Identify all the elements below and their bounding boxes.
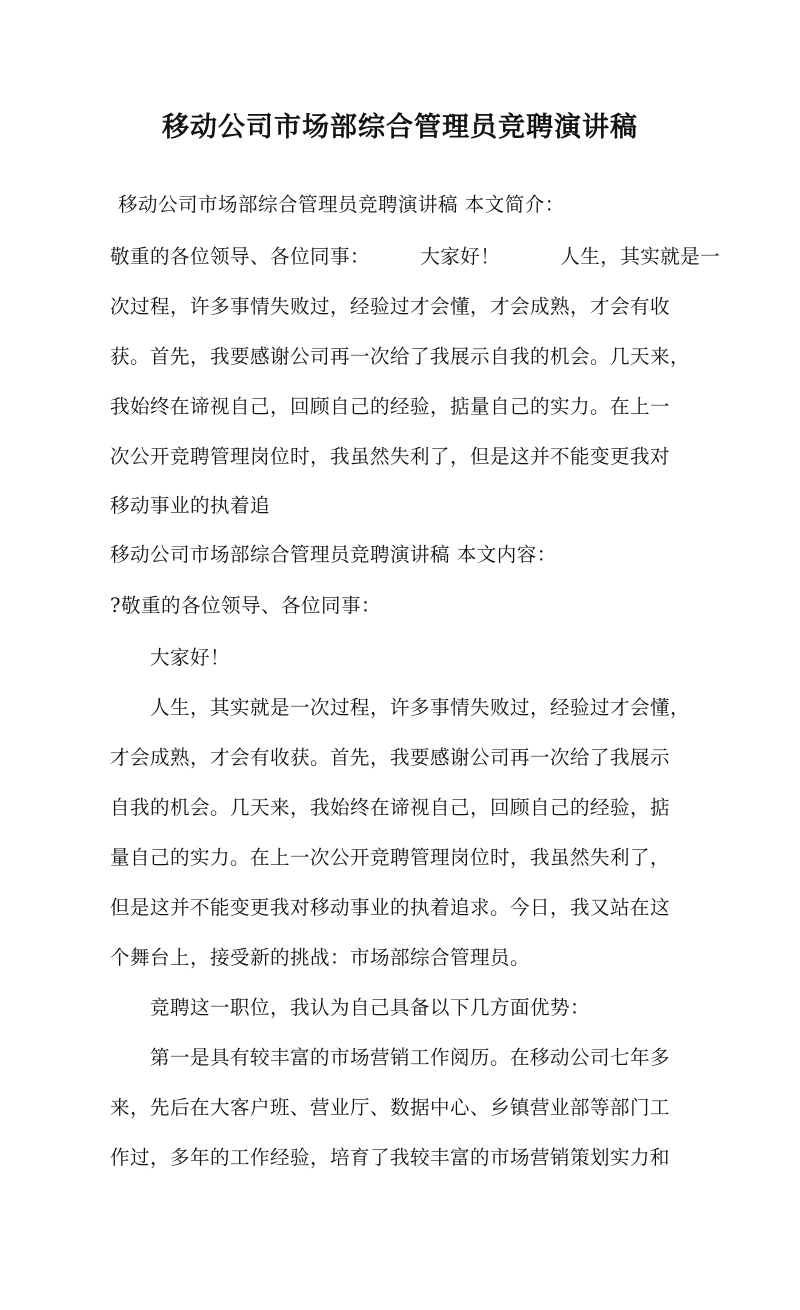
summary-line: 获。首先，我要感谢公司再一次给了我展示自我的机会。几天来， [110,345,691,368]
salutation: ?敬重的各位领导、各位同事： [110,594,381,617]
paragraph-line: 量自己的实力。在上一次公开竞聘管理岗位时，我虽然失利了， [110,846,671,869]
paragraph-line: 第一是具有较丰富的市场营销工作阅历。在移动公司七年多 [150,1046,671,1069]
content-heading: 移动公司市场部综合管理员竞聘演讲稿 本文内容： [110,543,557,566]
paragraph-line: 但是这并不能变更我对移动事业的执着追求。今日，我又站在这 [110,896,671,919]
summary-heading: 移动公司市场部综合管理员竞聘演讲稿 本文简介： [118,193,565,216]
paragraph-line: 竞聘这一职位，我认为自己具备以下几方面优势： [150,996,591,1019]
greeting: 大家好！ [150,646,231,669]
paragraph-line: 个舞台上，接受新的挑战：市场部综合管理员。 [110,946,531,969]
document-title: 移动公司市场部综合管理员竞聘演讲稿 [162,112,638,143]
summary-line: 我始终在谛视自己，回顾自己的经验，掂量自己的实力。在上一 [110,395,671,418]
paragraph-line: 作过，多年的工作经验，培育了我较丰富的市场营销策划实力和 [110,1146,671,1169]
summary-line: 敬重的各位领导、各位同事： 大家好！ 人生，其实就是一 [110,245,721,268]
paragraph-line: 才会成熟，才会有收获。首先，我要感谢公司再一次给了我展示 [110,746,671,769]
paragraph-line: 来，先后在大客户班、营业厅、数据中心、乡镇营业部等部门工 [110,1096,671,1119]
paragraph-line: 人生，其实就是一次过程，许多事情失败过，经验过才会懂， [150,696,691,719]
summary-line: 次过程，许多事情失败过，经验过才会懂，才会成熟，才会有收 [110,295,671,318]
summary-line: 次公开竞聘管理岗位时，我虽然失利了，但是这并不能变更我对 [110,445,671,468]
paragraph-line: 自我的机会。几天来，我始终在谛视自己，回顾自己的经验，掂 [110,796,671,819]
summary-line: 移动事业的执着追 [110,494,271,517]
